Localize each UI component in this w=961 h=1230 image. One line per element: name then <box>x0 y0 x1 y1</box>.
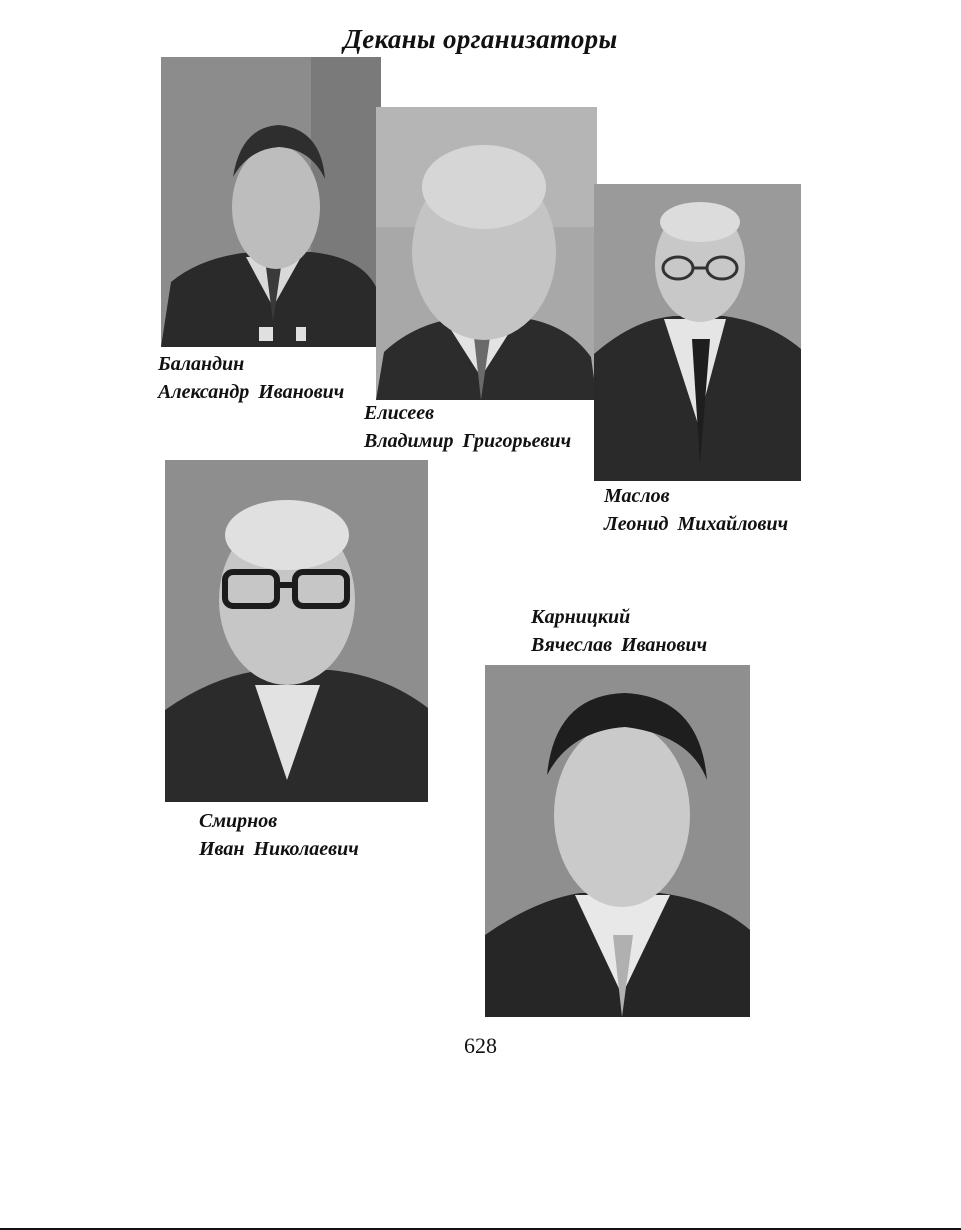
portrait-caption-smirnov <box>199 807 359 863</box>
portrait-photo-karnitsky <box>485 665 750 1017</box>
portrait-caption-eliseev <box>364 399 571 455</box>
caption-given-names: Александр Иванович <box>158 381 345 403</box>
caption-given-names: Владимир Григорьевич <box>364 430 572 452</box>
caption-given-names: Вячеслав Иванович <box>531 634 708 656</box>
caption-given-names: Иван Николаевич <box>199 838 359 860</box>
caption-surname: Карницкий <box>531 606 631 628</box>
caption-surname: Маслов <box>604 485 670 507</box>
portrait-caption-maslov <box>604 482 788 538</box>
caption-given-names: Леонид Михайлович <box>604 513 789 535</box>
page-number: 628 <box>464 1033 497 1058</box>
portrait-photo-eliseev <box>376 107 597 400</box>
portrait-caption-balandin <box>158 350 344 406</box>
portrait-caption-karnitsky <box>531 603 707 659</box>
portrait-photo-maslov <box>594 184 801 481</box>
caption-surname: Елисеев <box>364 402 435 424</box>
caption-surname: Баландин <box>158 353 245 375</box>
portrait-photo-balandin <box>161 57 381 347</box>
portrait-photo-smirnov <box>165 460 428 802</box>
caption-surname: Смирнов <box>199 810 278 832</box>
page-title: Деканы организаторы <box>343 24 618 54</box>
